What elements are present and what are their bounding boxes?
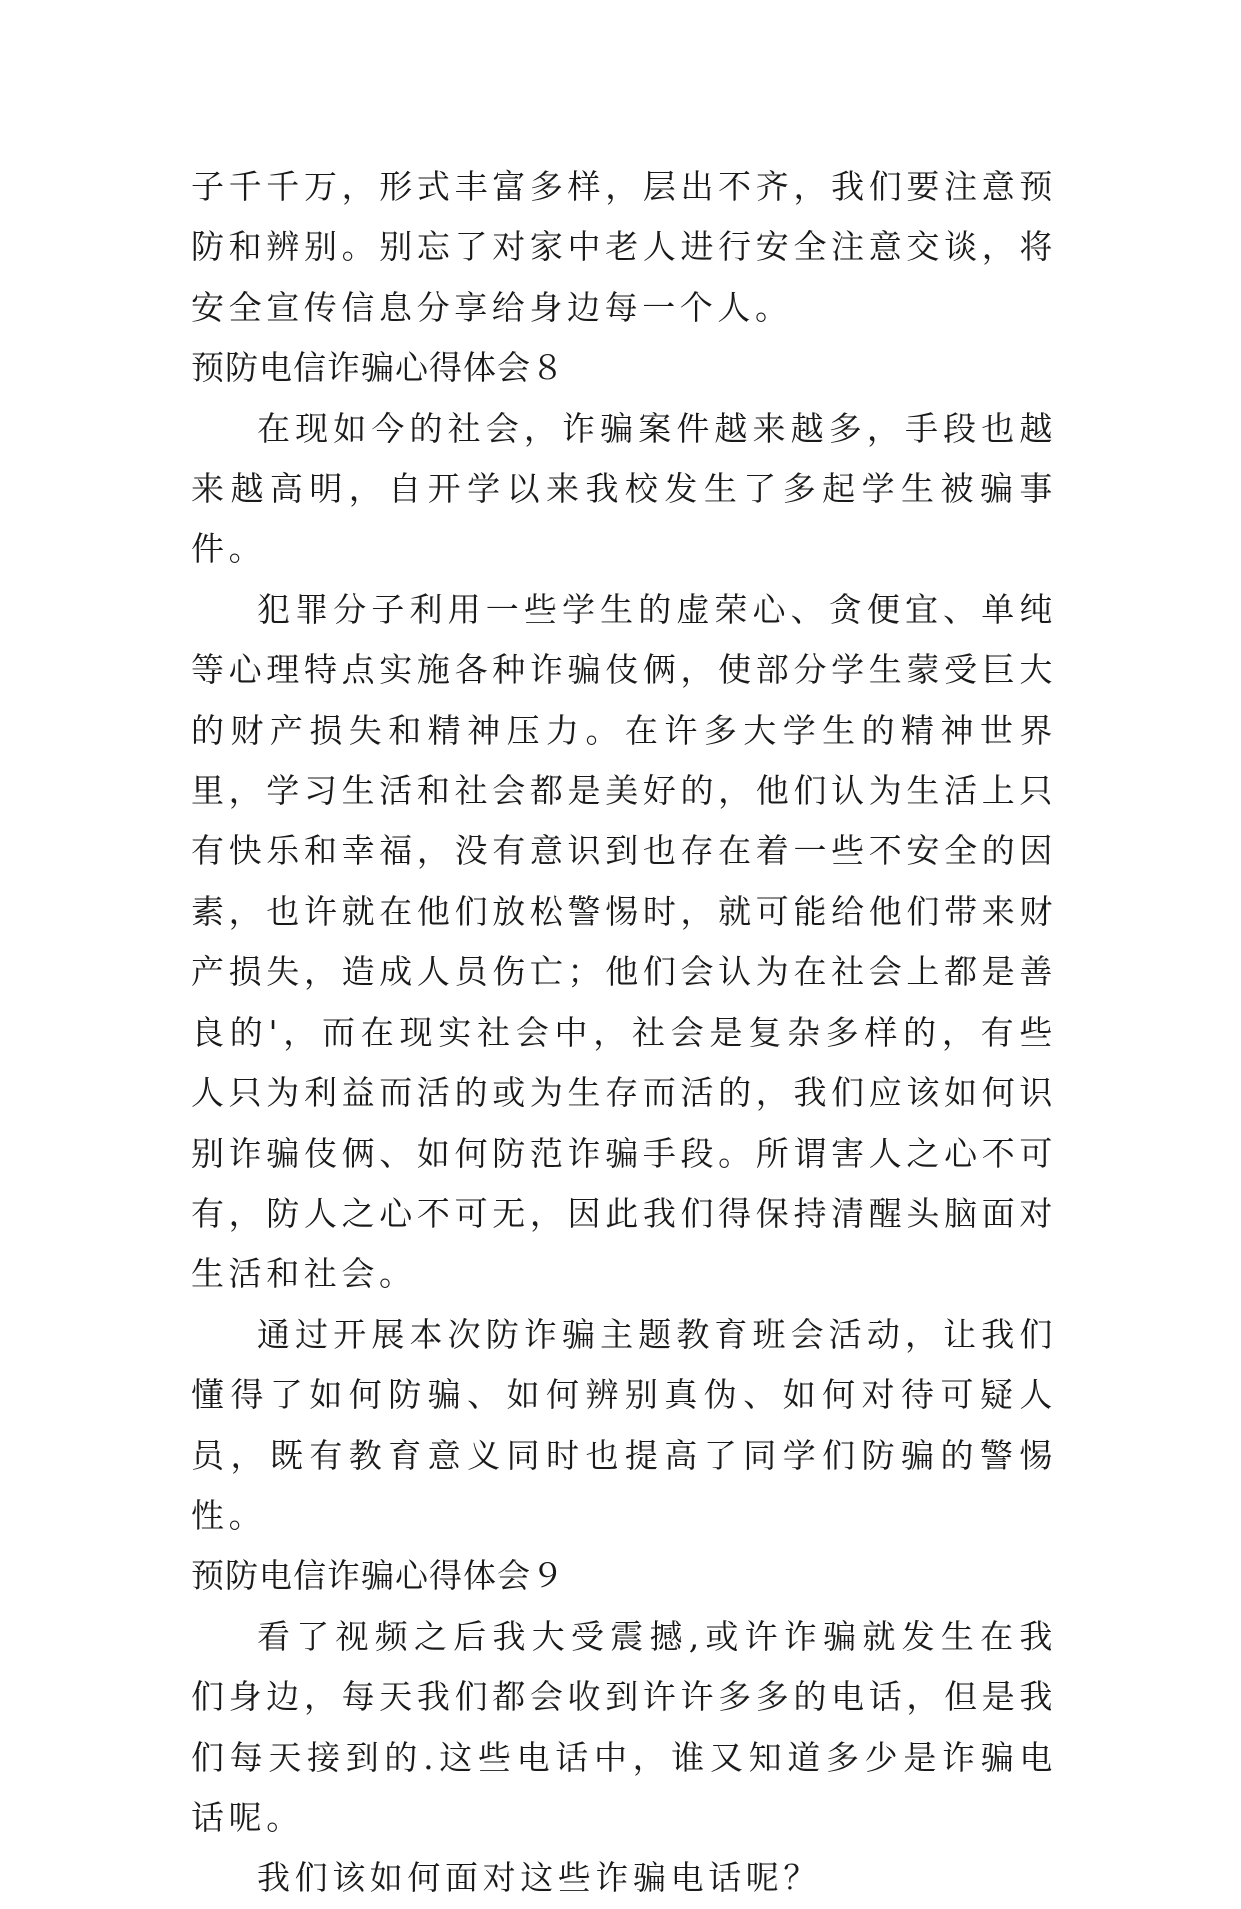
paragraph: 犯罪分子利用一些学生的虚荣心、贪便宜、单纯等心理特点实施各种诈骗伎俩，使部分学生蒙受巨大的财产损失和精神压力。在许多大学生的精神世界里，学习生活和社会都是美好的，他们认为生活上只有快乐和幸福，没有意识到也存在着一些不安全的因素，也许就在他们放松警惕时，就可能给他们带来财产损失，造成人员伤亡；他们会认为在社会上都是善良的'，而在现实社会中，社会是复杂多样的，有些人只为利益而活的或为生存而活的，我们应该如何识别诈骗伎俩、如何防范诈骗手段。所谓害人之心不可有，防人之心不可无，因此我们得保持清醒头脑面对生活和社会。: [191, 589, 1057, 1294]
section-heading-8: 预防电信诈骗心得体会８: [191, 348, 565, 388]
paragraph: 通过开展本次防诈骗主题教育班会活动，让我们懂得了如何防骗、如何辨别真伪、如何对待可疑人员，既有教育意义同时也提高了同学们防骗的警惕性。: [191, 1314, 1057, 1535]
paragraph: 看了视频之后我大受震撼,或许诈骗就发生在我们身边，每天我们都会收到许许多多的电话，但是我们每天接到的.这些电话中，谁又知道多少是诈骗电话呢。: [191, 1616, 1057, 1837]
paragraph-continued: 子千千万，形式丰富多样，层出不齐，我们要注意预防和辨别。别忘了对家中老人进行安全注意交谈，将安全宣传信息分享给身边每一个人。: [191, 167, 1057, 327]
document-body: [191, 157, 1057, 1909]
paragraph: 我们该如何面对这些诈骗电话呢？: [257, 1858, 821, 1898]
section-heading-9: 预防电信诈骗心得体会９: [191, 1556, 565, 1596]
paragraph: 在现如今的社会，诈骗案件越来越多，手段也越来越高明，自开学以来我校发生了多起学生被骗事件。: [191, 408, 1057, 569]
